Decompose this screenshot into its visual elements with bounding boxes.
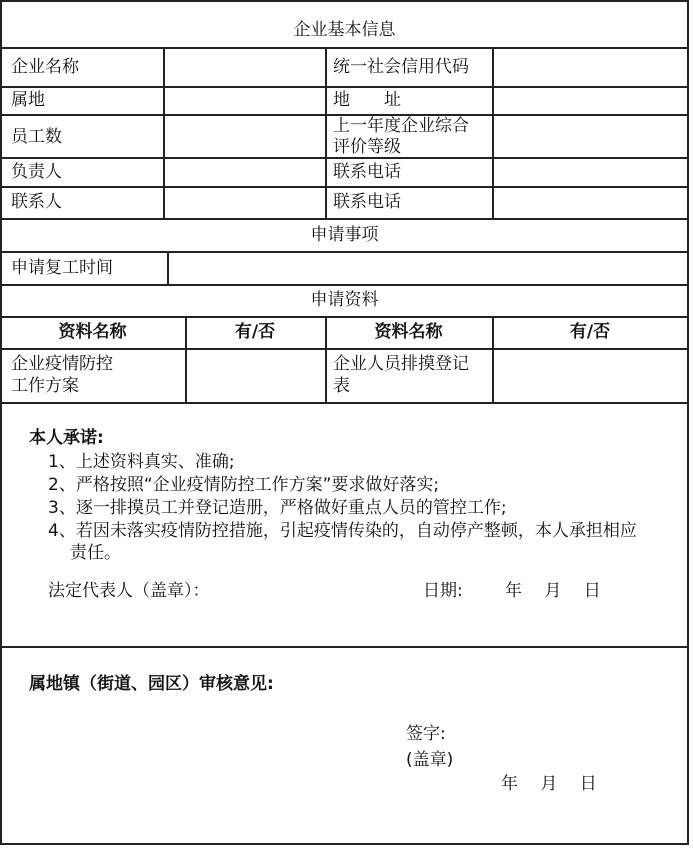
company-name-field[interactable] xyxy=(165,49,323,85)
contact-label: 联系人 xyxy=(11,192,62,212)
review-seal-label: (盖章) xyxy=(406,750,454,770)
pledge-item-4-line1: 4、若因未落实疫情防控措施，引起疫情传染的，自动停产整顿，本人承担相应 xyxy=(48,521,637,541)
pledge-title: 本人承诺: xyxy=(29,428,104,448)
row-line xyxy=(0,316,689,318)
materials-header-has-1: 有/否 xyxy=(234,322,276,342)
resume-time-label: 申请复工时间 xyxy=(11,258,113,278)
review-sign-label: 签字: xyxy=(406,724,446,744)
responsible-field[interactable] xyxy=(165,159,323,185)
materials-title: 申请资料 xyxy=(310,290,379,310)
pledge-item-2: 2、严格按照“企业疫情防控工作方案”要求做好落实; xyxy=(48,475,440,495)
pledge-item-4-line2: 责任。 xyxy=(70,543,121,563)
basic-info-title: 企业基本信息 xyxy=(293,20,396,40)
border-bottom xyxy=(0,843,689,845)
border-top xyxy=(0,0,689,2)
border-left xyxy=(0,0,2,845)
credit-code-label: 统一社会信用代码 xyxy=(333,57,469,77)
contact-field[interactable] xyxy=(165,188,323,217)
address-field[interactable] xyxy=(494,88,686,113)
col-line xyxy=(325,47,327,218)
address-label: 地 址 xyxy=(333,90,401,110)
material-item-1-line2: 工作方案 xyxy=(11,376,79,396)
materials-header-has-2: 有/否 xyxy=(569,322,611,342)
row-line xyxy=(0,402,689,404)
employees-label: 员工数 xyxy=(11,127,62,147)
pledge-item-1: 1、上述资料真实、准确; xyxy=(48,452,235,472)
application-title: 申请事项 xyxy=(310,225,379,245)
border-right xyxy=(687,0,689,845)
pledge-item-3: 3、逐一排摸员工并登记造册，严格做好重点人员的管控工作; xyxy=(48,498,507,518)
material-item-2-line2: 表 xyxy=(333,376,350,396)
responsible-label: 负责人 xyxy=(11,162,62,182)
rating-label-line2: 评价等级 xyxy=(333,137,401,157)
material-item-2-line1: 企业人员排摸登记 xyxy=(333,354,469,374)
material-item-2-has-field[interactable] xyxy=(494,350,686,401)
credit-code-field[interactable] xyxy=(494,49,686,85)
resume-time-field[interactable] xyxy=(169,253,686,283)
phone-field-1[interactable] xyxy=(494,159,686,185)
material-item-1-has-field[interactable] xyxy=(187,350,323,401)
company-name-label: 企业名称 xyxy=(11,57,79,77)
materials-header-name-2: 资料名称 xyxy=(374,322,443,342)
material-item-1-line1: 企业疫情防控 xyxy=(11,354,113,374)
phone-label-2: 联系电话 xyxy=(333,192,401,212)
locality-label: 属地 xyxy=(11,90,45,110)
phone-field-2[interactable] xyxy=(494,188,686,217)
row-line xyxy=(0,284,689,286)
legal-rep-label: 法定代表人（盖章）： xyxy=(48,581,210,601)
materials-header-name-1: 资料名称 xyxy=(58,322,127,342)
review-title: 属地镇（街道、园区）审核意见: xyxy=(29,674,274,694)
rating-label-line1: 上一年度企业综合 xyxy=(333,116,469,136)
locality-field[interactable] xyxy=(165,88,323,113)
pledge-date-label: 日期: xyxy=(423,581,463,601)
review-date-parts: 年 月 日 xyxy=(501,774,597,794)
row-line xyxy=(0,646,689,648)
employees-field[interactable] xyxy=(165,116,323,156)
row-line xyxy=(0,218,689,220)
rating-field[interactable] xyxy=(494,116,686,156)
pledge-date-parts: 年 月 日 xyxy=(505,581,601,601)
phone-label-1: 联系电话 xyxy=(333,162,401,182)
